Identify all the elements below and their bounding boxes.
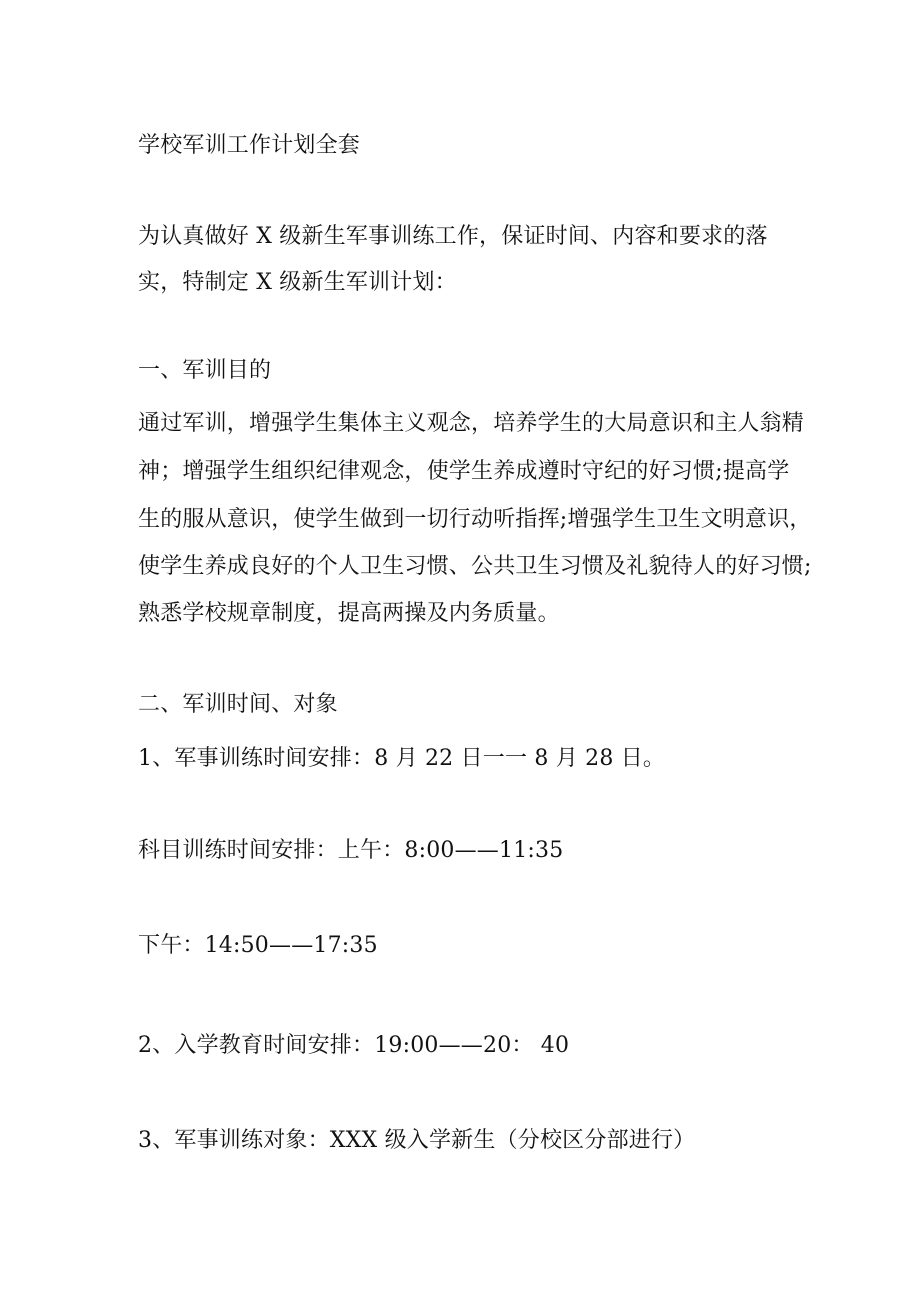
section-1-line-4: 使学生养成良好的个人卫生习惯、公共卫生习惯及礼貌待人的好习惯; xyxy=(138,554,812,579)
section-1-line-3: 生的服从意识，使学生做到一切行动听指挥;增强学生卫生文明意识， xyxy=(138,507,812,532)
section-1-line-2: 神；增强学生组织纪律观念，使学生养成遵时守纪的好习惯;提高学 xyxy=(138,459,790,484)
section-1-line-1: 通过军训，增强学生集体主义观念，培养学生的大局意识和主人翁精 xyxy=(138,411,805,436)
subject-training-time: 科目训练时间安排：上午：8:00——11:35 xyxy=(138,838,564,863)
afternoon-training-time: 下午：14:50——17:35 xyxy=(138,933,378,958)
section-2-item-3: 3、军事训练对象：XXX 级入学新生（分校区分部进行） xyxy=(138,1128,696,1153)
section-1-line-5: 熟悉学校规章制度，提高两操及内务质量。 xyxy=(138,601,560,626)
section-2-item-1: 1、军事训练时间安排：8 月 22 日一一 8 月 28 日。 xyxy=(138,746,666,771)
section-1-heading: 一、军训目的 xyxy=(138,358,272,383)
document-title: 学校军训工作计划全套 xyxy=(138,133,361,158)
section-2-heading: 二、军训时间、对象 xyxy=(138,692,338,717)
section-2-item-2: 2、入学教育时间安排：19:00——20： 40 xyxy=(138,1033,570,1058)
intro-line-2: 实，特制定 X 级新生军训计划： xyxy=(138,270,457,295)
intro-line-1: 为认真做好 X 级新生军事训练工作，保证时间、内容和要求的落 xyxy=(138,224,768,249)
